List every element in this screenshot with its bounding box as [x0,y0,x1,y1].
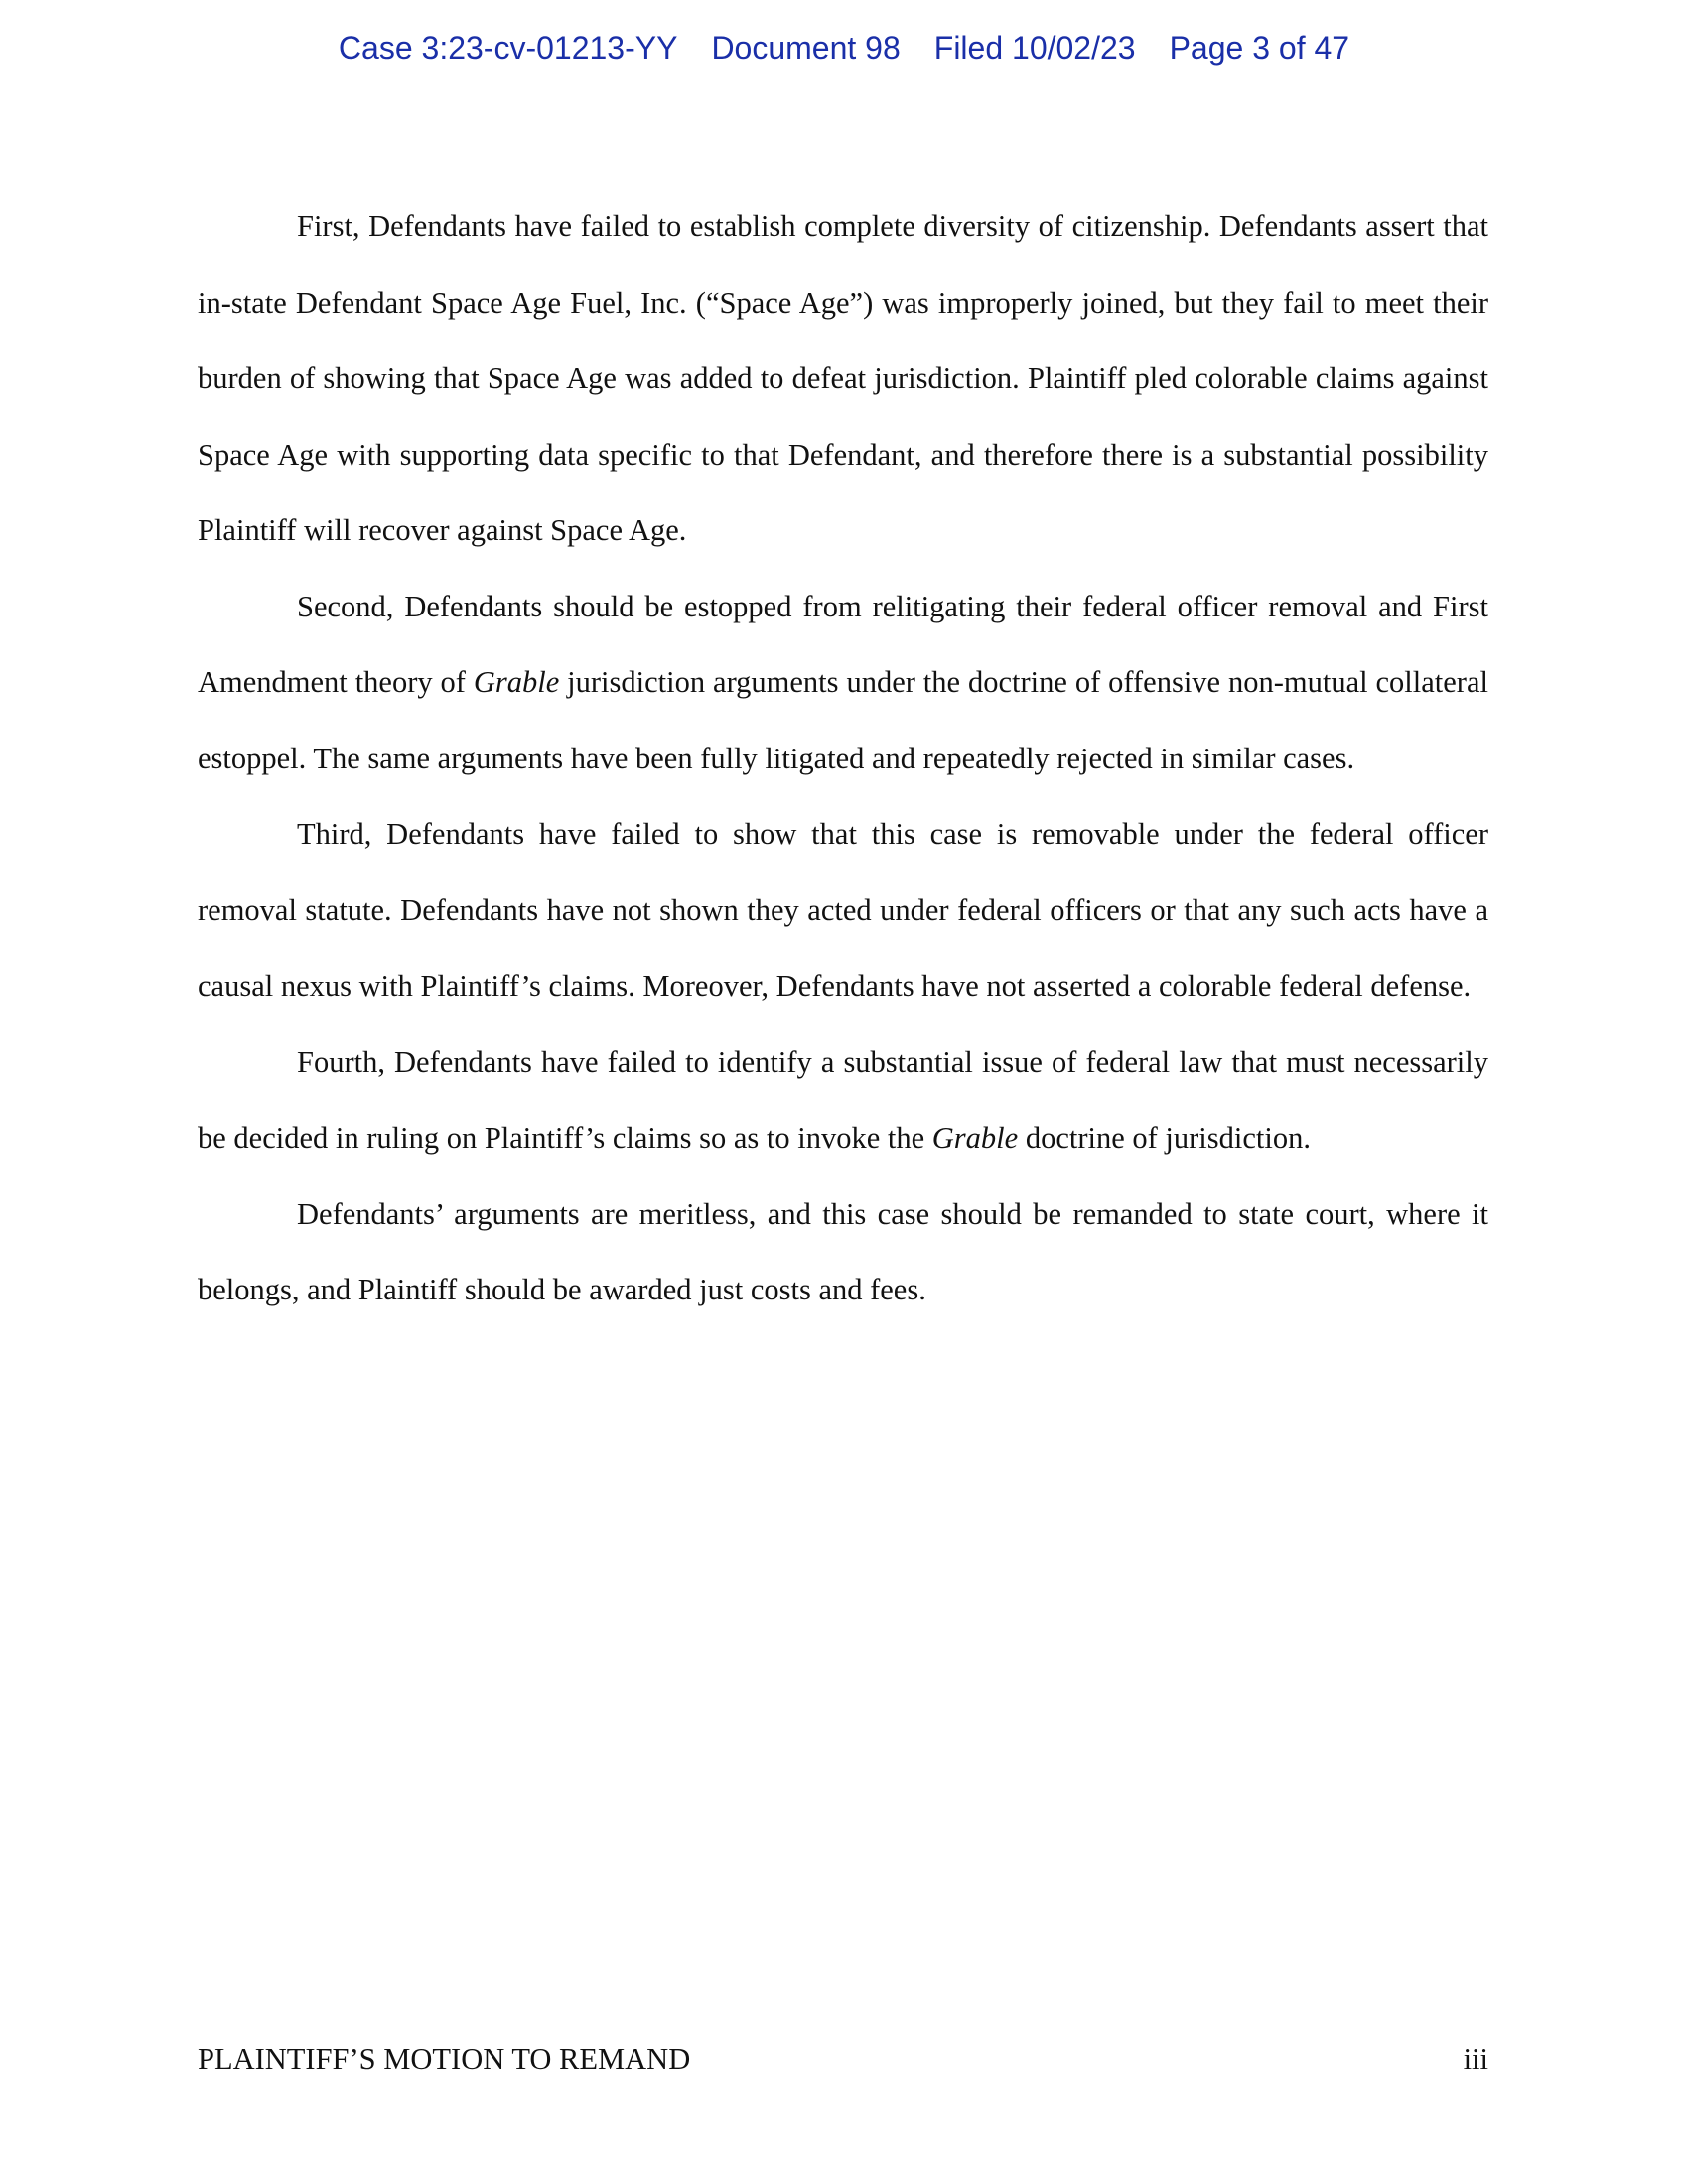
case-citation-grable: Grable [931,1121,1019,1155]
footer-document-title: PLAINTIFF’S MOTION TO REMAND [198,2042,691,2076]
document-body [198,189,1488,1328]
filing-header [0,30,1688,67]
footer-page-number: iii [1463,2042,1488,2076]
paragraph-second-part-1: Second, Defendants should be estopped from relitigating their federal officer removal and First Amendment theory of [198,589,1488,699]
paragraph-second-part-2: jurisdiction arguments under the doctrine of offensive non-mutual collateral estoppel. The same arguments have been fully litigated and repeatedly rejected in similar cases. [198,665,1488,775]
paragraph-fourth [198,1024,1488,1176]
case-number: Case 3:23-cv-01213-YY [338,30,678,66]
document-number: Document 98 [711,30,901,66]
case-citation-grable: Grable [473,665,560,699]
page-count: Page 3 of 47 [1169,30,1350,66]
filed-date: Filed 10/02/23 [933,30,1136,66]
paragraph-fourth-part-2: doctrine of jurisdiction. [1018,1121,1311,1155]
paragraph-third: Third, Defendants have failed to show that this case is removable under the federal officer removal statute. Defendants have not shown they acted under federal officers or that any such acts have a causal nexus with Plaintiff’s claims. Moreover, Defendants have not asserted a colorable federal defense. [198,817,1488,1003]
paragraph-second [198,569,1488,797]
paragraph-conclusion: Defendants’ arguments are meritless, and this case should be remanded to state court, where it belongs, and Plaintiff should be awarded just costs and fees. [198,1196,1488,1306]
paragraph-first: First, Defendants have failed to establish complete diversity of citizenship. Defendants assert that in-state Defendant Space Age Fuel, Inc. (“Space Age”) was improperly joined, but they fail to meet their burden of showing that Space Age was added to defeat jurisdiction. Plaintiff pled colorable claims against Space Age with supporting data specific to that Defendant, and therefore there is a substantial possibility Plaintiff will recover against Space Age. [198,209,1488,547]
paragraph-fourth-part-1: Fourth, Defendants have failed to identify a substantial issue of federal law that must necessarily be decided in ruling on Plaintiff’s claims so as to invoke the [198,1044,1488,1155]
